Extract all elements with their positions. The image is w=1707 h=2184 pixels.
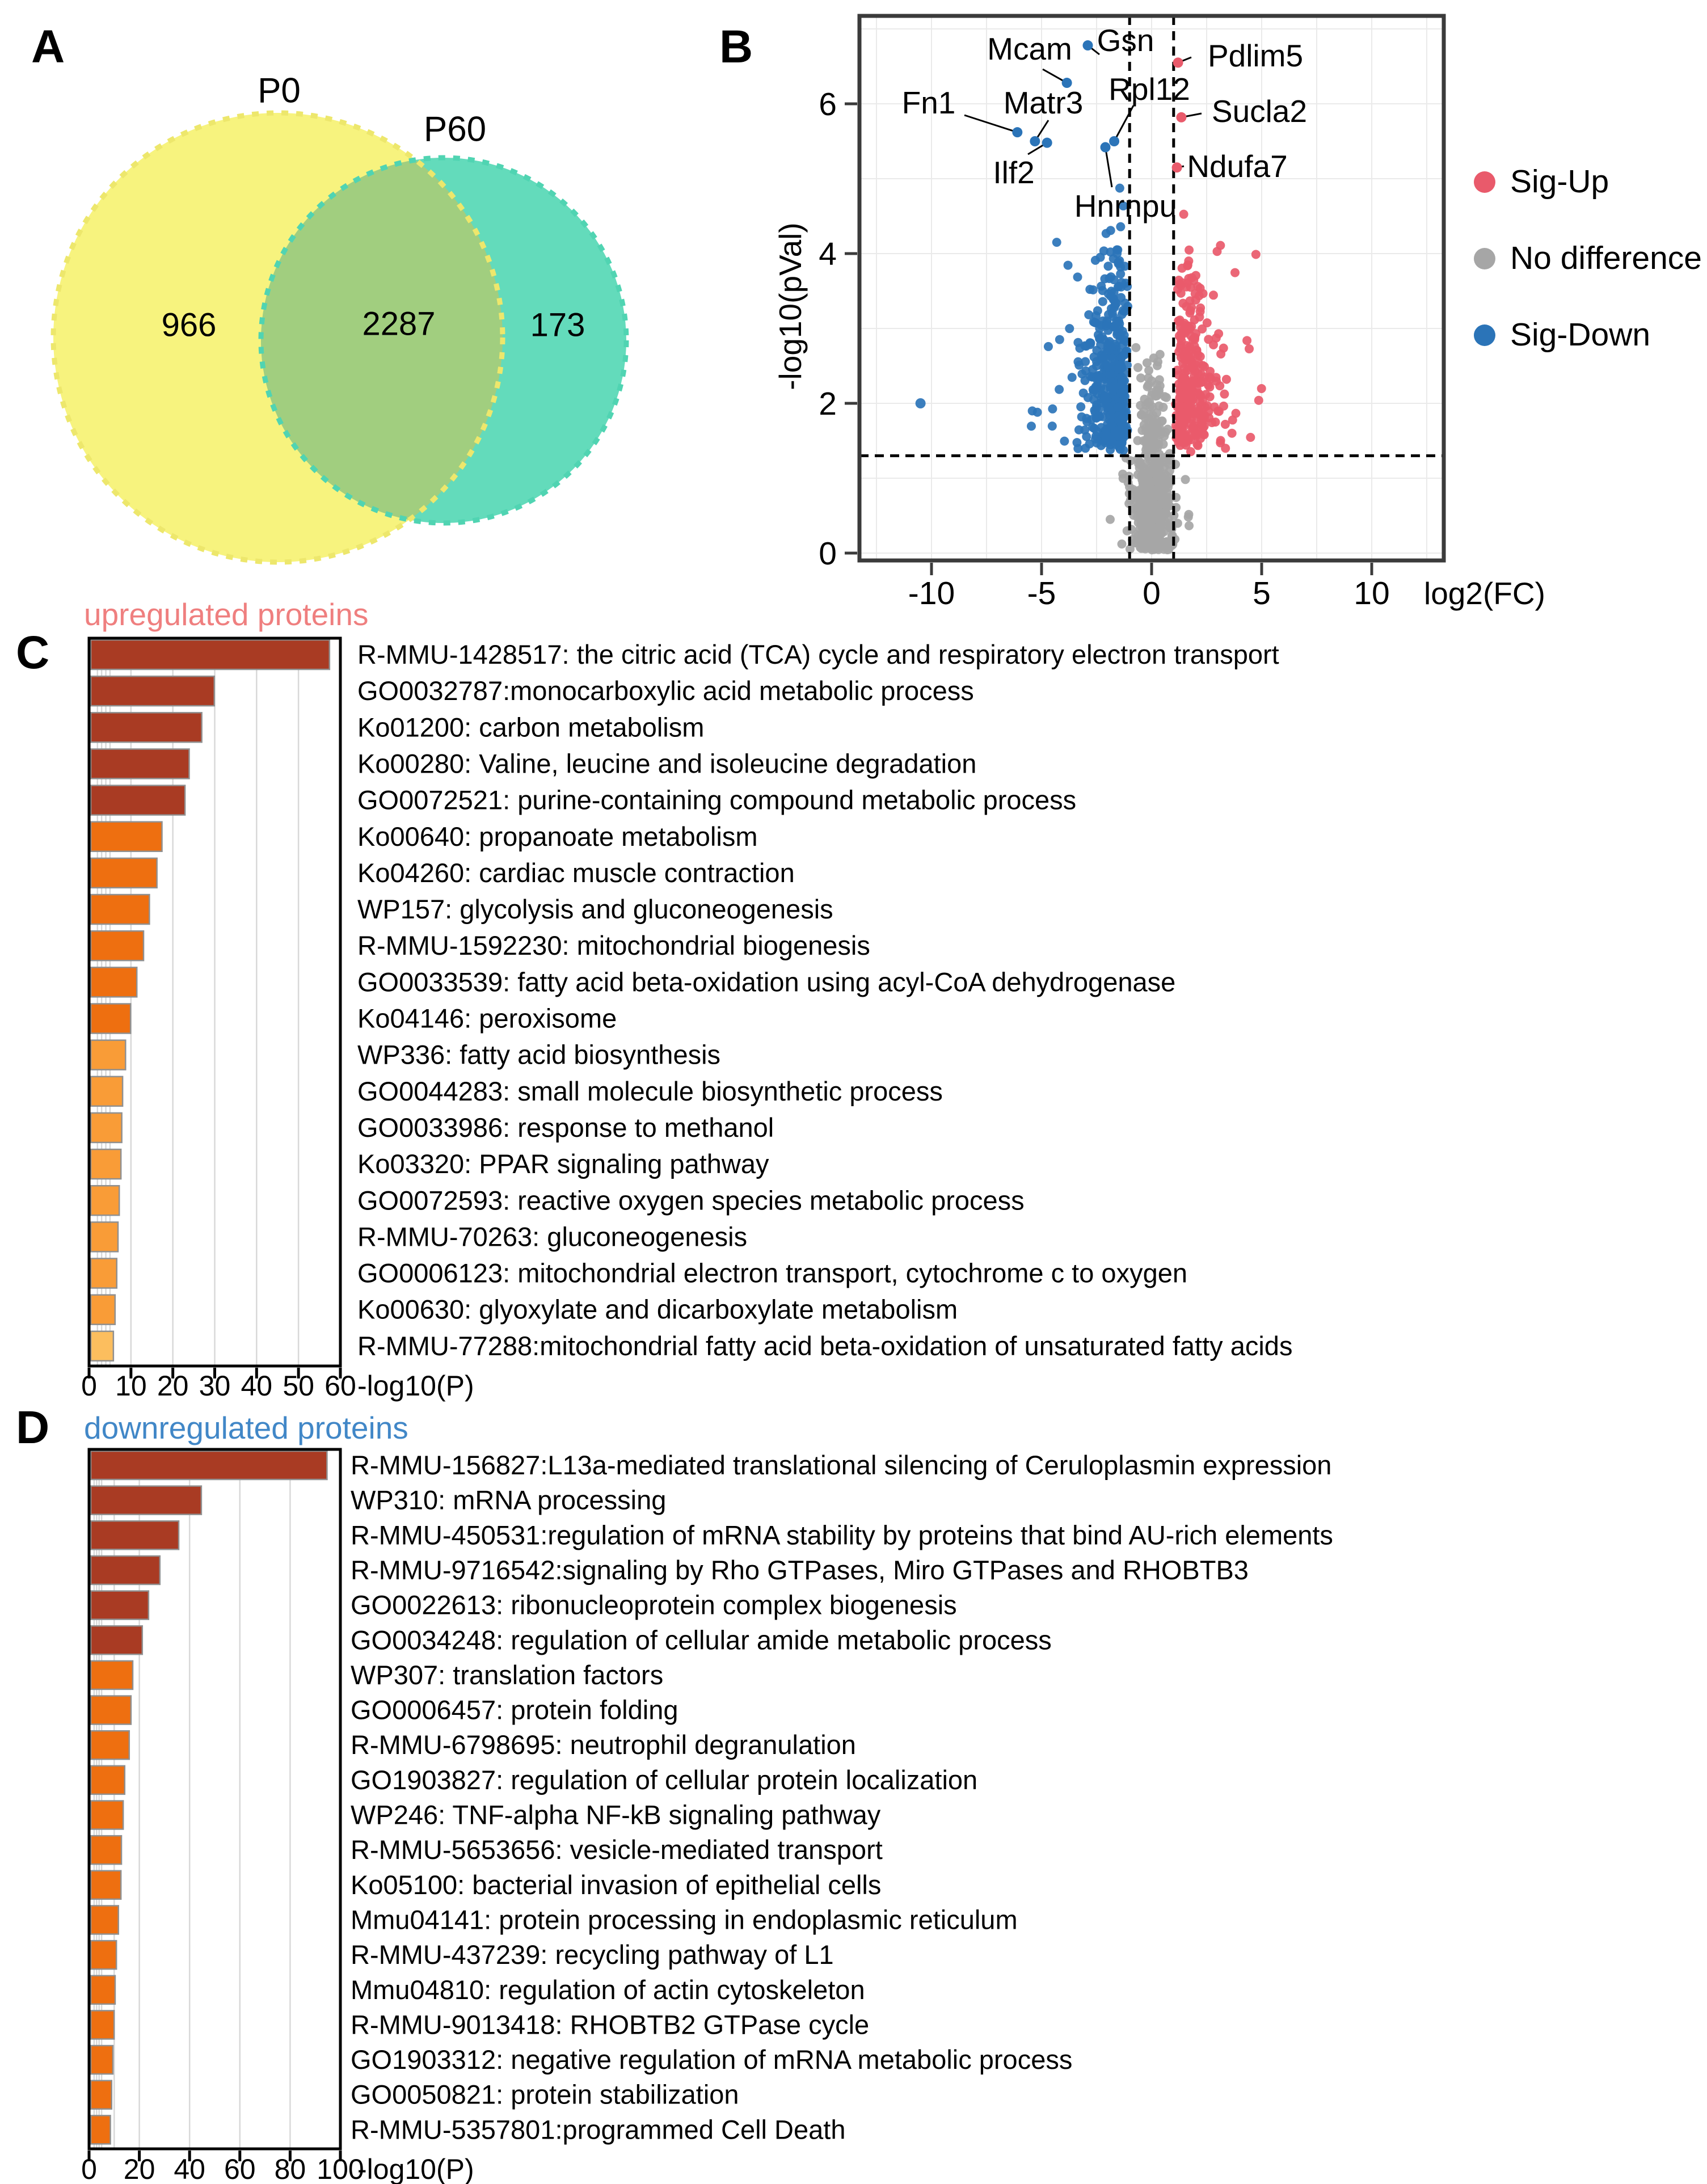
scatter-point: [1112, 426, 1121, 435]
x-tick-label: 100: [317, 2153, 364, 2184]
pathway-bar: [91, 1295, 115, 1325]
scatter-point: [1143, 382, 1152, 391]
pathway-label: GO0022613: ribonucleoprotein complex biogenesis: [351, 1589, 957, 1620]
scatter-point: [1179, 210, 1188, 219]
pathway-label: R-MMU-9716542:signaling by Rho GTPases, Miro GTPases and RHOBTB3: [351, 1554, 1249, 1585]
x-tick-label: 60: [324, 1370, 356, 1402]
scatter-point: [1162, 393, 1171, 402]
legend-item-no-difference: [1474, 242, 1702, 275]
scatter-point: [1103, 403, 1112, 412]
scatter-point: [1246, 433, 1255, 442]
scatter-point: [1221, 420, 1230, 429]
pathway-label: GO0072593: reactive oxygen species metabolic process: [357, 1185, 1025, 1216]
scatter-point: [1175, 315, 1185, 324]
scatter-point: [1055, 335, 1064, 344]
scatter-point: [1144, 468, 1153, 477]
scatter-point: [1178, 264, 1187, 273]
scatter-point: [1092, 403, 1101, 412]
scatter-point: [1221, 444, 1230, 453]
scatter-point: [1048, 404, 1057, 414]
scatter-point: [1118, 327, 1127, 336]
scatter-point: [1230, 268, 1240, 277]
pathway-label: WP336: fatty acid biosynthesis: [357, 1039, 721, 1070]
scatter-point: [1073, 444, 1082, 453]
gene-label-sucla2: Sucla2: [1211, 94, 1308, 129]
gene-label-gsn: Gsn: [1097, 23, 1154, 58]
scatter-point: [1076, 402, 1085, 411]
scatter-point: [1143, 398, 1152, 407]
gene-label-rpl12: Rpl12: [1109, 71, 1190, 107]
upregulated-bar-chart: [0, 633, 1707, 1427]
scatter-point: [1188, 377, 1197, 386]
pathway-bar: [91, 1661, 133, 1689]
x-tick-label: 30: [199, 1370, 231, 1402]
pathway-label: R-MMU-450531:regulation of mRNA stability by proteins that bind AU-rich elements: [351, 1520, 1333, 1550]
scatter-point: [1158, 403, 1167, 412]
pathway-bar: [91, 1626, 142, 1654]
scatter-point: [1178, 374, 1187, 383]
x-tick-label: 5: [1253, 575, 1271, 612]
gene-point-hnrnpu: [1101, 142, 1111, 153]
pathway-label: R-MMU-1428517: the citric acid (TCA) cycle and respiratory electron transport: [357, 639, 1279, 669]
scatter-point: [1033, 408, 1042, 417]
pathway-bar: [91, 1976, 115, 2004]
scatter-point: [1206, 367, 1215, 376]
scatter-point: [1163, 425, 1172, 434]
scatter-point: [1117, 539, 1126, 549]
scatter-point: [1178, 415, 1187, 424]
scatter-point: [1209, 290, 1218, 300]
pathway-bar: [91, 1040, 125, 1070]
scatter-point: [1102, 427, 1111, 436]
y-tick-label: 2: [819, 386, 837, 422]
scatter-point: [1220, 390, 1229, 399]
y-tick-label: 6: [819, 86, 837, 123]
scatter-point: [1102, 321, 1111, 330]
scatter-point: [1116, 389, 1126, 398]
x-tick-label: 40: [241, 1370, 273, 1402]
pathway-label: R-MMU-1592230: mitochondrial biogenesis: [357, 930, 870, 961]
pathway-bar: [91, 1451, 327, 1479]
pathway-bar: [91, 931, 144, 960]
panel-d-letter: D: [16, 1402, 50, 1453]
venn-count-overlap: 2287: [362, 305, 436, 343]
scatter-point: [1181, 475, 1190, 484]
pathway-bar: [91, 858, 157, 888]
x-tick-label: 60: [224, 2153, 256, 2184]
scatter-point: [1117, 377, 1126, 386]
scatter-point: [1131, 538, 1140, 547]
legend-label: Sig-Down: [1510, 317, 1651, 353]
scatter-point: [1075, 344, 1084, 353]
gene-point-matr3: [1030, 136, 1040, 146]
scatter-point: [1133, 363, 1143, 372]
scatter-point: [1085, 285, 1094, 294]
scatter-point: [1145, 444, 1154, 453]
scatter-point: [1196, 284, 1205, 293]
scatter-point: [1192, 345, 1202, 355]
scatter-point: [1080, 376, 1089, 385]
pathway-bar: [91, 2115, 111, 2144]
gene-label-ndufa7: Ndufa7: [1187, 149, 1288, 184]
pathway-label: Ko03320: PPAR signaling pathway: [357, 1149, 769, 1179]
scatter-point: [1185, 309, 1194, 318]
scatter-point: [1106, 292, 1115, 301]
scatter-point: [1228, 429, 1237, 438]
scatter-point: [1219, 402, 1228, 411]
scatter-point: [1106, 226, 1115, 235]
scatter-point: [1052, 238, 1061, 247]
scatter-point: [1205, 382, 1214, 391]
scatter-point: [1177, 394, 1186, 403]
scatter-point: [1216, 436, 1225, 445]
scatter-point: [1185, 246, 1194, 255]
scatter-point: [1096, 253, 1105, 262]
scatter-point: [1178, 299, 1187, 308]
legend-label: Sig-Up: [1510, 163, 1609, 200]
scatter-point: [1048, 421, 1057, 431]
scatter-point: [1214, 329, 1223, 338]
gene-point-pdlim5: [1173, 57, 1183, 68]
pathway-bar: [91, 749, 189, 778]
scatter-point: [1152, 534, 1161, 543]
sig-up-dot-icon: [1474, 171, 1495, 193]
gene-leader-line: [1106, 147, 1112, 187]
pathway-label: Ko05100: bacterial invasion of epithelial cells: [351, 1869, 882, 1900]
scatter-point: [1098, 412, 1107, 421]
x-tick-label: -5: [1027, 575, 1056, 612]
pathway-label: GO0033986: response to methanol: [357, 1112, 774, 1142]
scatter-point: [1074, 425, 1084, 435]
pathway-bar: [91, 1004, 130, 1034]
scatter-point: [1185, 521, 1194, 530]
scatter-point: [1094, 371, 1103, 380]
scatter-point: [1093, 306, 1102, 315]
scatter-point: [1257, 384, 1266, 393]
pathway-label: WP307: translation factors: [351, 1659, 664, 1690]
pathway-label: Ko00280: Valine, leucine and isoleucine degradation: [357, 748, 977, 779]
pathway-bar: [91, 1149, 121, 1179]
scatter-point: [1222, 375, 1231, 384]
scatter-point: [1044, 342, 1053, 351]
scatter-point: [1085, 338, 1094, 347]
scatter-point: [1216, 241, 1225, 250]
pathway-label: Ko00640: propanoate metabolism: [357, 821, 758, 851]
pathway-bar: [91, 1871, 121, 1899]
pathway-label: GO1903312: negative regulation of mRNA metabolic process: [351, 2044, 1073, 2075]
scatter-point: [1110, 303, 1119, 312]
x-tick-label: 20: [157, 1370, 189, 1402]
pathway-bar: [91, 822, 162, 851]
scatter-point: [1245, 344, 1254, 353]
scatter-point: [1101, 392, 1110, 401]
scatter-point: [1151, 391, 1160, 400]
scatter-point: [1089, 317, 1098, 326]
scatter-point: [1180, 431, 1189, 440]
pathway-label: GO0032787:monocarboxylic acid metabolic process: [357, 676, 974, 706]
downregulated-bar-chart: [0, 1444, 1707, 2184]
scatter-point: [1254, 396, 1263, 405]
scatter-point: [1140, 539, 1149, 548]
pathway-label: R-MMU-70263: gluconeogenesis: [357, 1221, 748, 1252]
scatter-point: [1198, 324, 1207, 334]
pathway-bar: [91, 786, 185, 815]
scatter-point: [1186, 355, 1195, 364]
scatter-point: [1098, 297, 1107, 306]
scatter-point: [1106, 272, 1115, 281]
scatter-point: [1153, 421, 1162, 430]
scatter-point: [1140, 482, 1149, 491]
panel-b-letter: B: [719, 21, 753, 73]
scatter-point: [1196, 307, 1205, 316]
gene-label-pdlim5: Pdlim5: [1207, 38, 1304, 73]
scatter-point: [1188, 335, 1198, 344]
pathway-label: Ko00630: glyoxylate and dicarboxylate metabolism: [357, 1294, 958, 1325]
venn-count-p60-only: 173: [530, 306, 585, 344]
pathway-label: R-MMU-6798695: neutrophil degranulation: [351, 1730, 856, 1760]
x-tick-label: 80: [274, 2153, 306, 2184]
scatter-point: [1144, 366, 1153, 375]
plot-border: [89, 1449, 340, 2149]
pathway-label: GO0006457: protein folding: [351, 1694, 678, 1725]
scatter-point: [1116, 415, 1126, 424]
scatter-point: [1198, 395, 1207, 404]
gene-point-ndufa7: [1172, 162, 1182, 172]
pathway-label: GO0044283: small molecule biosynthetic process: [357, 1076, 943, 1106]
x-axis-title: log2(FC): [1424, 576, 1545, 611]
scatter-point: [1116, 263, 1125, 272]
scatter-point: [1154, 450, 1164, 459]
pathway-bar: [91, 1521, 179, 1549]
pathway-label: GO0033539: fatty acid beta-oxidation using acyl-CoA dehydrogenase: [357, 967, 1176, 997]
gene-label-fn1: Fn1: [901, 85, 956, 120]
pathway-label: R-MMU-5357801:programmed Cell Death: [351, 2114, 846, 2145]
x-tick-label: 40: [174, 2153, 206, 2184]
scatter-point: [1064, 261, 1073, 270]
pathway-bar: [91, 1186, 119, 1215]
scatter-point: [1209, 340, 1218, 349]
y-tick-label: 4: [819, 236, 837, 272]
scatter-point: [1156, 350, 1165, 359]
pathway-label: Ko04146: peroxisome: [357, 1003, 617, 1034]
scatter-point: [1098, 352, 1107, 361]
pathway-label: GO0050821: protein stabilization: [351, 2079, 739, 2110]
x-tick-label: 0: [1143, 575, 1161, 612]
scatter-point: [1154, 503, 1163, 512]
pathway-label: R-MMU-156827:L13a-mediated translational silencing of Ceruloplasmin expression: [351, 1450, 1332, 1480]
pathway-label: GO0006123: mitochondrial electron transport, cytochrome c to oxygen: [357, 1258, 1187, 1288]
gene-label-mcam: Mcam: [987, 31, 1072, 66]
pathway-label: R-MMU-77288:mitochondrial fatty acid beta-oxidation of unsaturated fatty acids: [357, 1330, 1293, 1361]
scatter-point: [1192, 440, 1202, 449]
scatter-point: [1137, 410, 1146, 419]
scatter-point: [1140, 420, 1149, 429]
x-tick-label: 0: [81, 2153, 97, 2184]
venn-set-p0-label: P0: [258, 71, 301, 111]
scatter-point: [1131, 343, 1140, 352]
scatter-point: [1194, 369, 1203, 378]
x-axis-title: -log10(P): [357, 2153, 474, 2184]
gene-label-matr3: Matr3: [1003, 85, 1084, 120]
pathway-bar: [91, 2046, 113, 2074]
pathway-bar: [91, 1836, 121, 1864]
scatter-point: [1187, 322, 1196, 331]
pathway-label: R-MMU-437239: recycling pathway of L1: [351, 1940, 834, 1970]
venn-set-p60-label: P60: [423, 109, 487, 149]
gene-point-sucla2: [1176, 112, 1186, 123]
gene-point-ilf2: [1042, 138, 1052, 148]
pathway-bar: [91, 1696, 131, 1725]
panel-a-letter: A: [31, 21, 65, 73]
x-tick-label: 10: [1354, 575, 1390, 612]
pathway-bar: [91, 1591, 149, 1620]
pathway-bar: [91, 1222, 118, 1251]
pathway-label: Ko04260: cardiac muscle contraction: [357, 857, 795, 888]
scatter-point: [1156, 381, 1165, 390]
pathway-label: GO0072521: purine-containing compound metabolic process: [357, 785, 1077, 815]
no-difference-dot-icon: [1474, 248, 1495, 269]
scatter-point: [1120, 307, 1129, 316]
pathway-bar: [91, 1486, 201, 1515]
scatter-point: [1134, 495, 1143, 504]
volcano-legend: [1474, 163, 1702, 353]
scatter-point: [1065, 324, 1074, 333]
legend-item-sig-up: [1474, 163, 1702, 200]
scatter-point: [1106, 440, 1115, 449]
scatter-point: [1191, 429, 1200, 438]
pathway-label: Mmu04141: protein processing in endoplasmic reticulum: [351, 1904, 1018, 1935]
pathway-bar: [91, 1801, 123, 1829]
scatter-point: [1114, 403, 1123, 412]
scatter-point: [1120, 335, 1129, 344]
pathway-bar: [91, 2010, 114, 2039]
scatter-point: [1216, 349, 1225, 359]
scatter-point: [1178, 326, 1187, 335]
scatter-point: [1103, 262, 1112, 271]
scatter-point: [1143, 512, 1152, 521]
pathway-bar: [91, 1077, 123, 1106]
scatter-point: [1158, 496, 1167, 505]
gene-label-hnrnpu: Hnrnpu: [1074, 188, 1177, 224]
scatter-point: [1106, 515, 1115, 524]
pathway-label: GO1903827: regulation of cellular protein localization: [351, 1764, 978, 1795]
x-axis-title: -log10(P): [357, 1370, 474, 1402]
pathway-bar: [91, 1113, 122, 1142]
gene-label-ilf2: Ilf2: [993, 155, 1035, 190]
panel-c-letter: C: [16, 627, 50, 678]
pathway-bar: [91, 967, 137, 997]
y-axis-title: -log10(pVal): [773, 222, 808, 390]
pathway-bar: [91, 1941, 116, 1969]
gene-point-fn1: [1012, 127, 1022, 137]
scatter-point: [1073, 272, 1082, 281]
legend-label: No difference: [1510, 240, 1702, 276]
pathway-label: WP310: mRNA processing: [351, 1485, 667, 1515]
pathway-label: GO0034248: regulation of cellular amide metabolic process: [351, 1625, 1052, 1655]
scatter-point: [1027, 421, 1036, 431]
pathway-bar: [91, 712, 202, 742]
scatter-point: [1109, 254, 1118, 263]
pathway-bar: [91, 1731, 129, 1759]
scatter-point: [1242, 336, 1251, 345]
scatter-point: [1231, 409, 1240, 418]
pathway-label: R-MMU-9013418: RHOBTB2 GTPase cycle: [351, 2009, 870, 2040]
scatter-point: [1197, 420, 1206, 429]
pathway-bar: [91, 1766, 125, 1794]
pathway-label: WP246: TNF-alpha NF-kB signaling pathway: [351, 1799, 881, 1830]
scatter-point: [1108, 353, 1117, 362]
gene-point-rpl12: [1109, 136, 1119, 146]
scatter-point: [1251, 250, 1261, 259]
pathway-bar: [91, 640, 330, 669]
scatter-point: [1152, 462, 1161, 471]
scatter-point: [1103, 362, 1112, 371]
pathway-bar: [91, 676, 214, 706]
legend-item-sig-down: [1474, 319, 1702, 351]
scatter-point: [1144, 503, 1153, 512]
pathway-bar: [91, 1331, 113, 1361]
outlier-point: [916, 398, 926, 408]
scatter-point: [1133, 436, 1142, 445]
scatter-point: [1092, 427, 1101, 436]
pathway-label: R-MMU-5653656: vesicle-mediated transport: [351, 1835, 883, 1865]
pathway-label: Mmu04810: regulation of actin cytoskeleton: [351, 1974, 865, 2005]
x-tick-label: 20: [123, 2153, 155, 2184]
scatter-point: [1184, 512, 1193, 521]
pathway-label: Ko01200: carbon metabolism: [357, 712, 705, 743]
pathway-bar: [91, 1905, 119, 1934]
scatter-point: [1089, 387, 1098, 396]
pathway-bar: [91, 895, 149, 924]
pathway-bar: [91, 1259, 117, 1288]
scatter-point: [1079, 389, 1088, 398]
x-tick-label: 50: [283, 1370, 314, 1402]
y-tick-label: 0: [819, 536, 837, 572]
scatter-point: [1185, 408, 1194, 417]
sig-down-dot-icon: [1474, 324, 1495, 346]
scatter-point: [1081, 366, 1090, 376]
scatter-point: [1124, 478, 1133, 487]
scatter-point: [1055, 385, 1064, 394]
scatter-point: [1116, 360, 1125, 369]
venn-count-p0-only: 966: [161, 306, 217, 344]
scatter-point: [1200, 411, 1209, 420]
x-tick-label: 10: [115, 1370, 147, 1402]
scatter-point: [1160, 469, 1169, 478]
scatter-point: [1060, 437, 1069, 446]
downregulated-title: downregulated proteins: [84, 1410, 408, 1445]
pathway-bar: [91, 2081, 112, 2109]
x-tick-label: 0: [81, 1370, 97, 1402]
pathway-label: WP157: glycolysis and gluconeogenesis: [357, 894, 833, 925]
scatter-point: [1199, 429, 1208, 439]
scatter-point: [1114, 317, 1123, 326]
scatter-point: [1068, 373, 1077, 382]
scatter-point: [1116, 222, 1125, 231]
scatter-point: [1106, 382, 1115, 391]
pathway-bar: [91, 1556, 160, 1584]
scatter-point: [1073, 357, 1082, 366]
scatter-point: [1177, 336, 1186, 345]
scatter-point: [1095, 334, 1104, 343]
gene-point-gsn: [1082, 40, 1093, 50]
upregulated-title: upregulated proteins: [84, 597, 369, 632]
scatter-point: [1152, 429, 1161, 438]
scatter-point: [1136, 373, 1145, 382]
x-tick-label: -10: [908, 575, 955, 612]
